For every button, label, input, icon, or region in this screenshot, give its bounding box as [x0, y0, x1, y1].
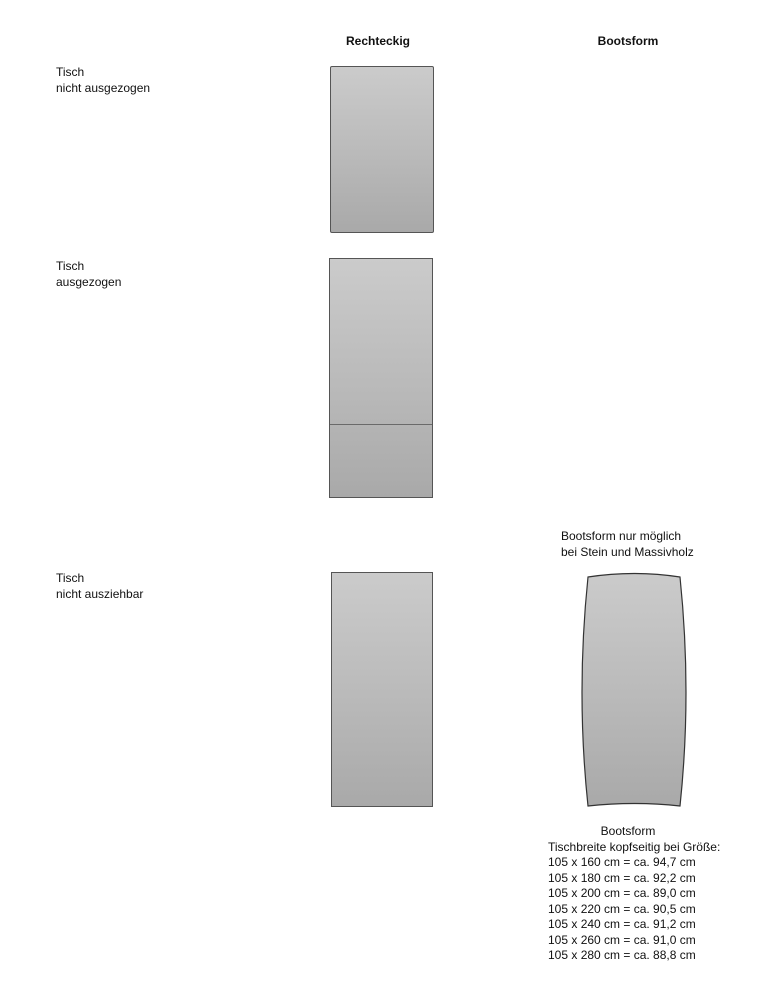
boat-info-title: Bootsform	[600, 824, 656, 838]
size-row: 105 x 180 cm = ca. 92,2 cm	[548, 870, 696, 885]
row-label-line2: nicht ausziehbar	[56, 587, 144, 601]
boat-size-info	[548, 824, 720, 964]
column-header-rechteckig: Rechteckig	[345, 34, 411, 48]
size-row: 105 x 260 cm = ca. 91,0 cm	[548, 932, 696, 947]
row-label-nicht-ausgezogen	[56, 64, 150, 96]
row-label-line1: Tisch	[56, 65, 85, 79]
boat-info-subtitle: Tischbreite kopfseitig bei Größe:	[548, 839, 721, 854]
boat-note-line2: bei Stein und Massivholz	[561, 544, 694, 559]
table-rect-closed	[330, 66, 434, 233]
size-row: 105 x 160 cm = ca. 94,7 cm	[548, 855, 696, 869]
boat-availability-note	[561, 529, 694, 560]
row-label-line1: Tisch	[56, 571, 85, 585]
column-header-bootsform: Bootsform	[597, 34, 659, 48]
table-boat-shape	[576, 568, 696, 813]
extension-leaf-divider	[330, 424, 432, 425]
size-row: 105 x 240 cm = ca. 91,2 cm	[548, 917, 696, 931]
size-row: 105 x 220 cm = ca. 90,5 cm	[548, 901, 696, 916]
boat-note-line1: Bootsform nur möglich	[561, 529, 682, 543]
table-rect-fixed	[331, 572, 433, 807]
row-label-line1: Tisch	[56, 259, 85, 273]
row-label-line2: ausgezogen	[56, 275, 122, 289]
table-rect-extended	[329, 258, 433, 498]
row-label-ausgezogen	[56, 258, 121, 290]
row-label-nicht-ausziehbar	[56, 570, 143, 602]
size-row: 105 x 280 cm = ca. 88,8 cm	[548, 948, 696, 962]
size-row: 105 x 200 cm = ca. 89,0 cm	[548, 886, 696, 900]
row-label-line2: nicht ausgezogen	[56, 81, 151, 95]
